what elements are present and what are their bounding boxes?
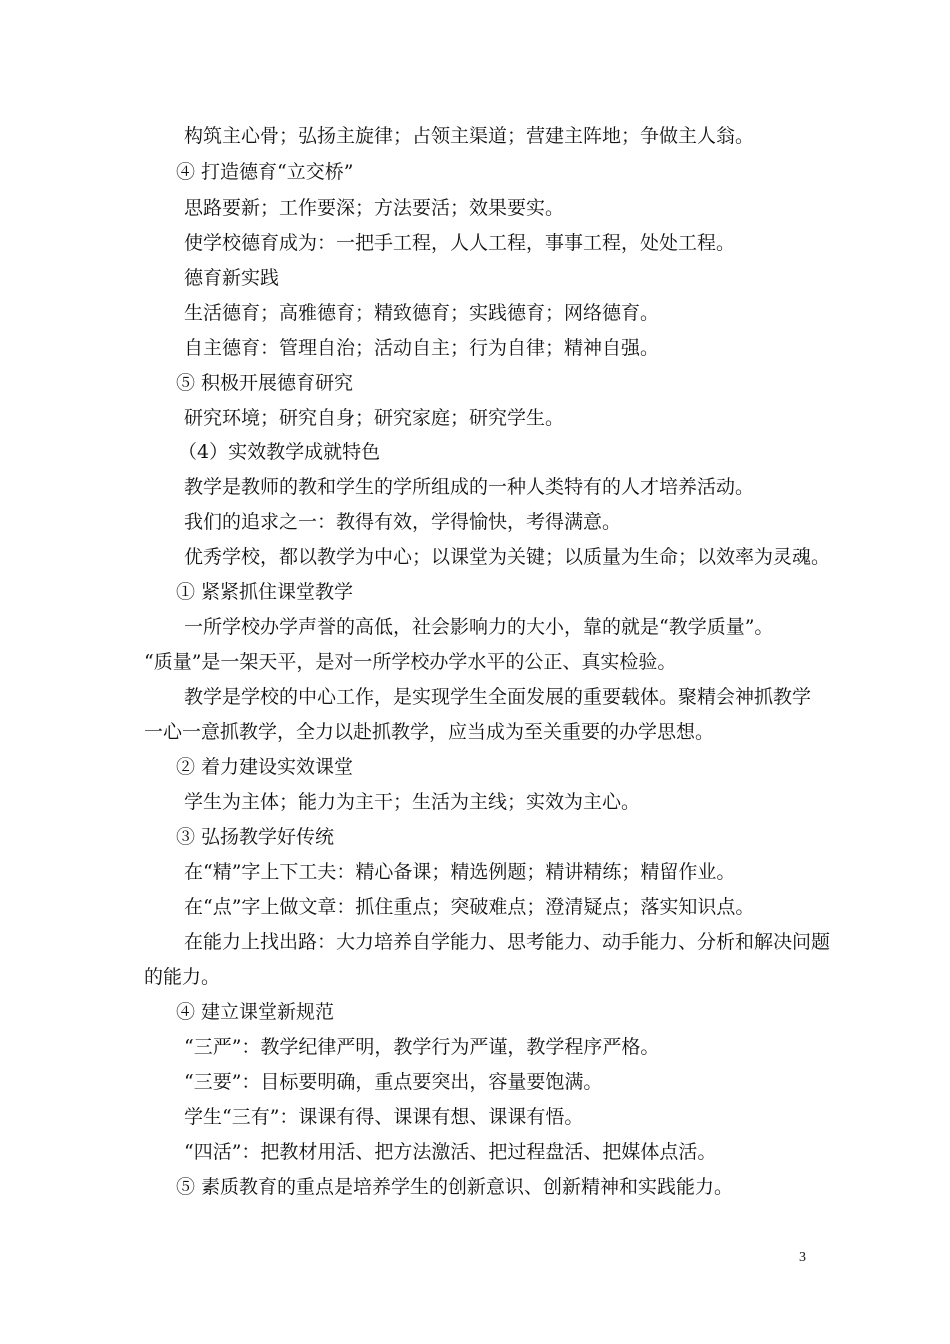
section-heading: ② 着力建设实效课堂: [176, 756, 354, 778]
paragraph-line: 优秀学校，都以教学为中心；以课堂为关键；以质量为生命；以效率为灵魂。: [184, 546, 831, 568]
paragraph-line: 思路要新；工作要深；方法要活；效果要实。: [184, 197, 565, 219]
paragraph-line: “质量”是一架天平，是对一所学校办学水平的公正、真实检验。: [144, 651, 677, 673]
paragraph-line: 学生为主体；能力为主干；生活为主线；实效为主心。: [184, 791, 641, 813]
paragraph-line: 在“点”字上做文章：抓住重点；突破难点；澄清疑点；落实知识点。: [184, 896, 755, 918]
section-heading: ④ 打造德育“立交桥”: [176, 161, 354, 183]
paragraph-line: 德育新实践: [184, 267, 280, 289]
paragraph-line: 生活德育；高雅德育；精致德育；实践德育；网络德育。: [184, 302, 660, 324]
paragraph-line: “三要”：目标要明确，重点要突出，容量要饱满。: [184, 1071, 603, 1093]
paragraph-line: 学生“三有”：课课有得、课课有想、课课有悟。: [184, 1106, 584, 1128]
section-heading: ⑤ 积极开展德育研究: [176, 372, 354, 394]
paragraph-line: 构筑主心骨；弘扬主旋律；占领主渠道；营建主阵地；争做主人翁。: [184, 125, 755, 147]
paragraph-line: “三严”：教学纪律严明，教学行为严谨，教学程序严格。: [184, 1036, 660, 1058]
paragraph-line: 自主德育：管理自治；活动自主；行为自律；精神自强。: [184, 337, 660, 359]
paragraph-line: 教学是教师的教和学生的学所组成的一种人类特有的人才培养活动。: [184, 476, 755, 498]
section-heading: ① 紧紧抓住课堂教学: [176, 581, 354, 603]
paragraph-line: 我们的追求之一：教得有效，学得愉快，考得满意。: [184, 511, 622, 533]
paragraph-line: 教学是学校的中心工作，是实现学生全面发展的重要载体。聚精会神抓教学: [184, 686, 812, 708]
paragraph-line: 在能力上找出路：大力培养自学能力、思考能力、动手能力、分析和解决问题: [184, 931, 831, 953]
paragraph-line: 使学校德育成为：一把手工程，人人工程，事事工程，处处工程。: [184, 232, 736, 254]
paragraph-line: 的能力。: [144, 966, 221, 988]
paragraph-line: 在“精”字上下工夫：精心备课；精选例题；精讲精练；精留作业。: [184, 861, 736, 883]
section-heading: ⑤ 素质教育的重点是培养学生的创新意识、创新精神和实践能力。: [176, 1176, 734, 1198]
paragraph-line: 研究环境；研究自身；研究家庭；研究学生。: [184, 407, 565, 429]
paragraph-line: 一所学校办学声誉的高低，社会影响力的大小，靠的就是“教学质量”。: [184, 616, 774, 638]
page-number: 3: [799, 1250, 806, 1265]
subsection-heading: （4）实效教学成就特色: [178, 441, 381, 463]
paragraph-line: “四活”：把教材用活、把方法激活、把过程盘活、把媒体点活。: [184, 1141, 717, 1163]
section-heading: ③ 弘扬教学好传统: [176, 826, 335, 848]
section-heading: ④ 建立课堂新规范: [176, 1001, 335, 1023]
paragraph-line: 一心一意抓教学，全力以赴抓教学，应当成为至关重要的办学思想。: [144, 721, 715, 743]
